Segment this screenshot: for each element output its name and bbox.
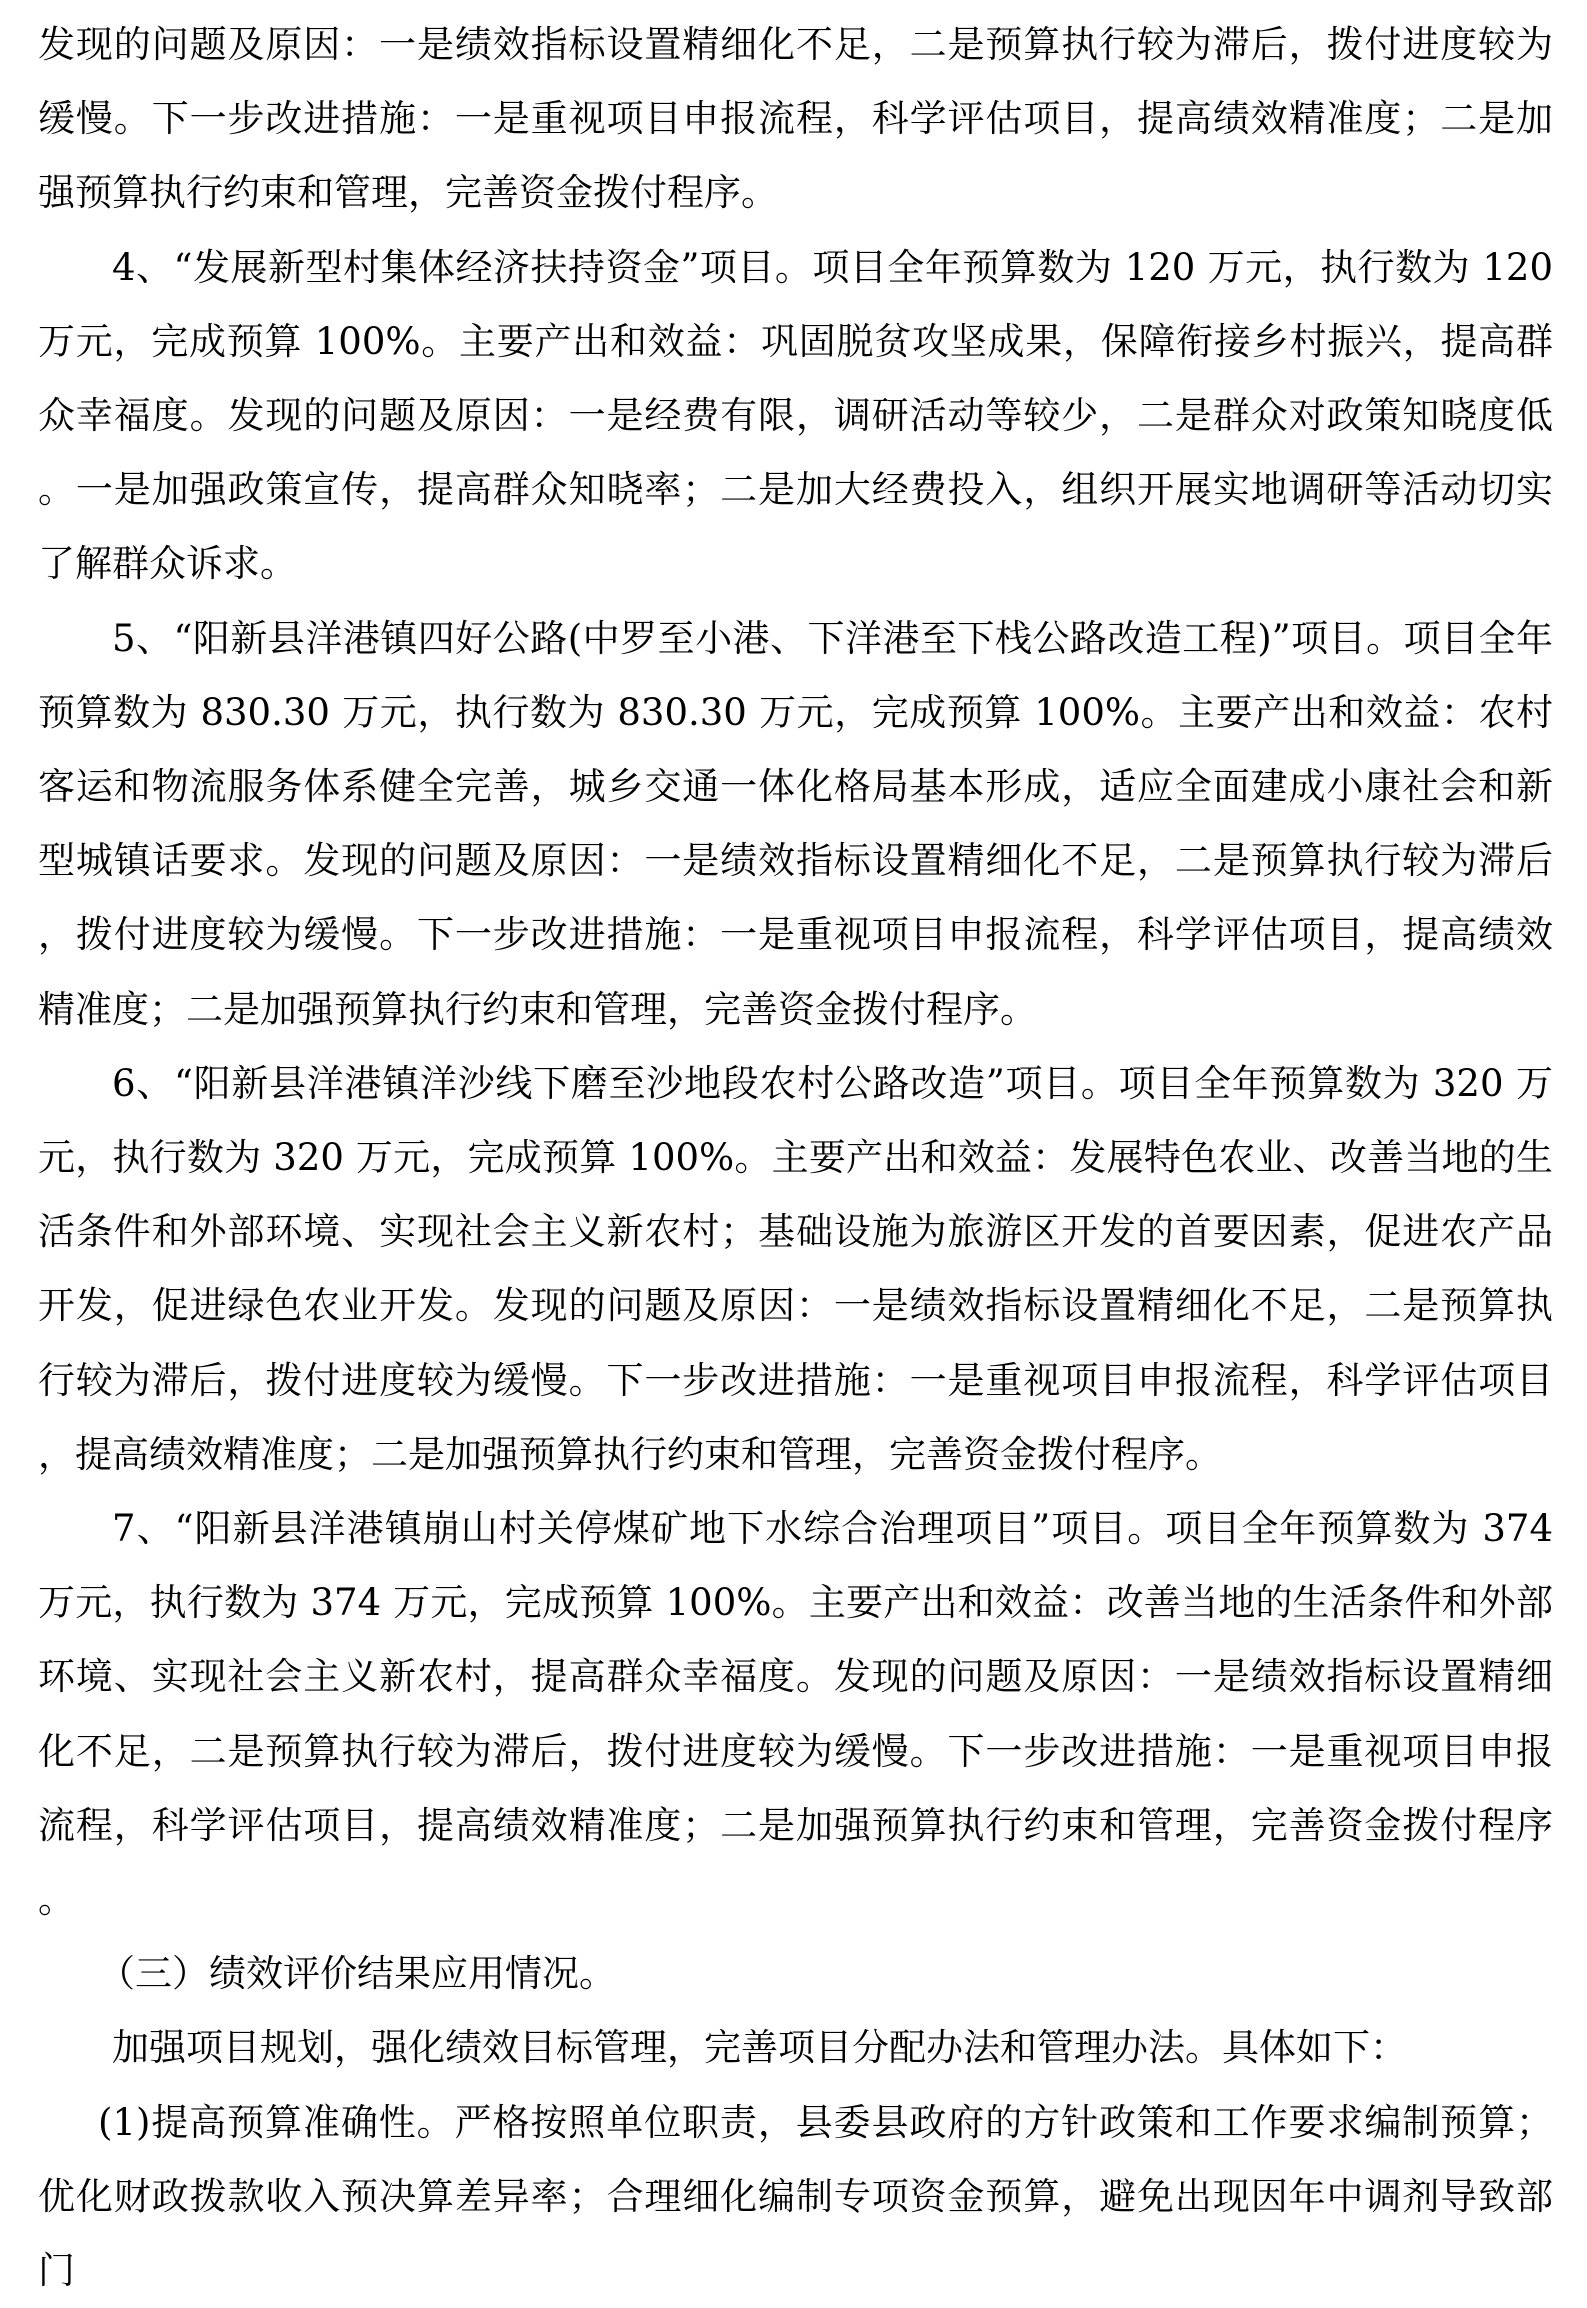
paragraph-intro: 加强项目规划，强化绩效目标管理，完善项目分配办法和管理办法。具体如下： xyxy=(112,2026,1407,2070)
document-page xyxy=(38,0,1553,2293)
paragraph-item-5: 5、“阳新县洋港镇四好公路(中罗至小港、下洋港至下栈公路改造工程)”项目。项目全年预算数为 830.30 万元，执行数为 830.30 万元，完成预算 100%。主要产出和效益：农村客运和物流服务体系健全完善，城乡交通一体化格局基本形成，适应全面建成小康社会和新型城镇话要求。发现的问题及原因：一是绩效指标设置精细化不足，二是预算执行较为滞后，拨付进度较为缓慢。下一步改进措施：一是重视项目申报流程，科学评估项目，提高绩效精准度；二是加强预算执行约束和管理，完善资金拨付程序。 xyxy=(38,616,1553,1031)
paragraph-measure-1: (1)提高预算准确性。严格按照单位职责，县委县政府的方针政策和工作要求编制预算；优化财政拨款收入预决算差异率；合理细化编制专项资金预算，避免出现因年中调剂导致部门 xyxy=(38,2100,1553,2293)
paragraph-item-7: 7、“阳新县洋港镇崩山村关停煤矿地下水综合治理项目”项目。项目全年预算数为 374 万元，执行数为 374 万元，完成预算 100%。主要产出和效益：改善当地的生活条件和外部环境、实现社会主义新农村，提高群众幸福度。发现的问题及原因：一是绩效指标设置精细化不足，二是预算执行较为滞后，拨付进度较为缓慢。下一步改进措施：一是重视项目申报流程，科学评估项目，提高绩效精准度；二是加强预算执行约束和管理，完善资金拨付程序。 xyxy=(38,1507,1553,1922)
paragraph-item-6: 6、“阳新县洋港镇洋沙线下磨至沙地段农村公路改造”项目。项目全年预算数为 320 万元，执行数为 320 万元，完成预算 100%。主要产出和效益：发展特色农业、改善当地的生活条件和外部环境、实现社会主义新农村；基础设施为旅游区开发的首要因素，促进农产品开发，促进绿色农业开发。发现的问题及原因：一是绩效指标设置精细化不足，二是预算执行较为滞后，拨付进度较为缓慢。下一步改进措施：一是重视项目申报流程，科学评估项目，提高绩效精准度；二是加强预算执行约束和管理，完善资金拨付程序。 xyxy=(38,1061,1553,1476)
paragraph-continuation: 发现的问题及原因：一是绩效指标设置精细化不足，二是预算执行较为滞后，拨付进度较为缓慢。下一步改进措施：一是重视项目申报流程，科学评估项目，提高绩效精准度；二是加强预算执行约束和管理，完善资金拨付程序。 xyxy=(38,23,1553,215)
section-heading-3: （三）绩效评价结果应用情况。 xyxy=(98,1952,616,1996)
paragraph-item-4: 4、“发展新型村集体经济扶持资金”项目。项目全年预算数为 120 万元，执行数为 120 万元，完成预算 100%。主要产出和效益：巩固脱贫攻坚成果，保障衔接乡村振兴，提高群众幸福度。发现的问题及原因：一是经费有限，调研活动等较少，二是群众对政策知晓度低。一是加强政策宣传，提高群众知晓率；二是加大经费投入，组织开展实地调研等活动切实了解群众诉求。 xyxy=(38,245,1553,586)
